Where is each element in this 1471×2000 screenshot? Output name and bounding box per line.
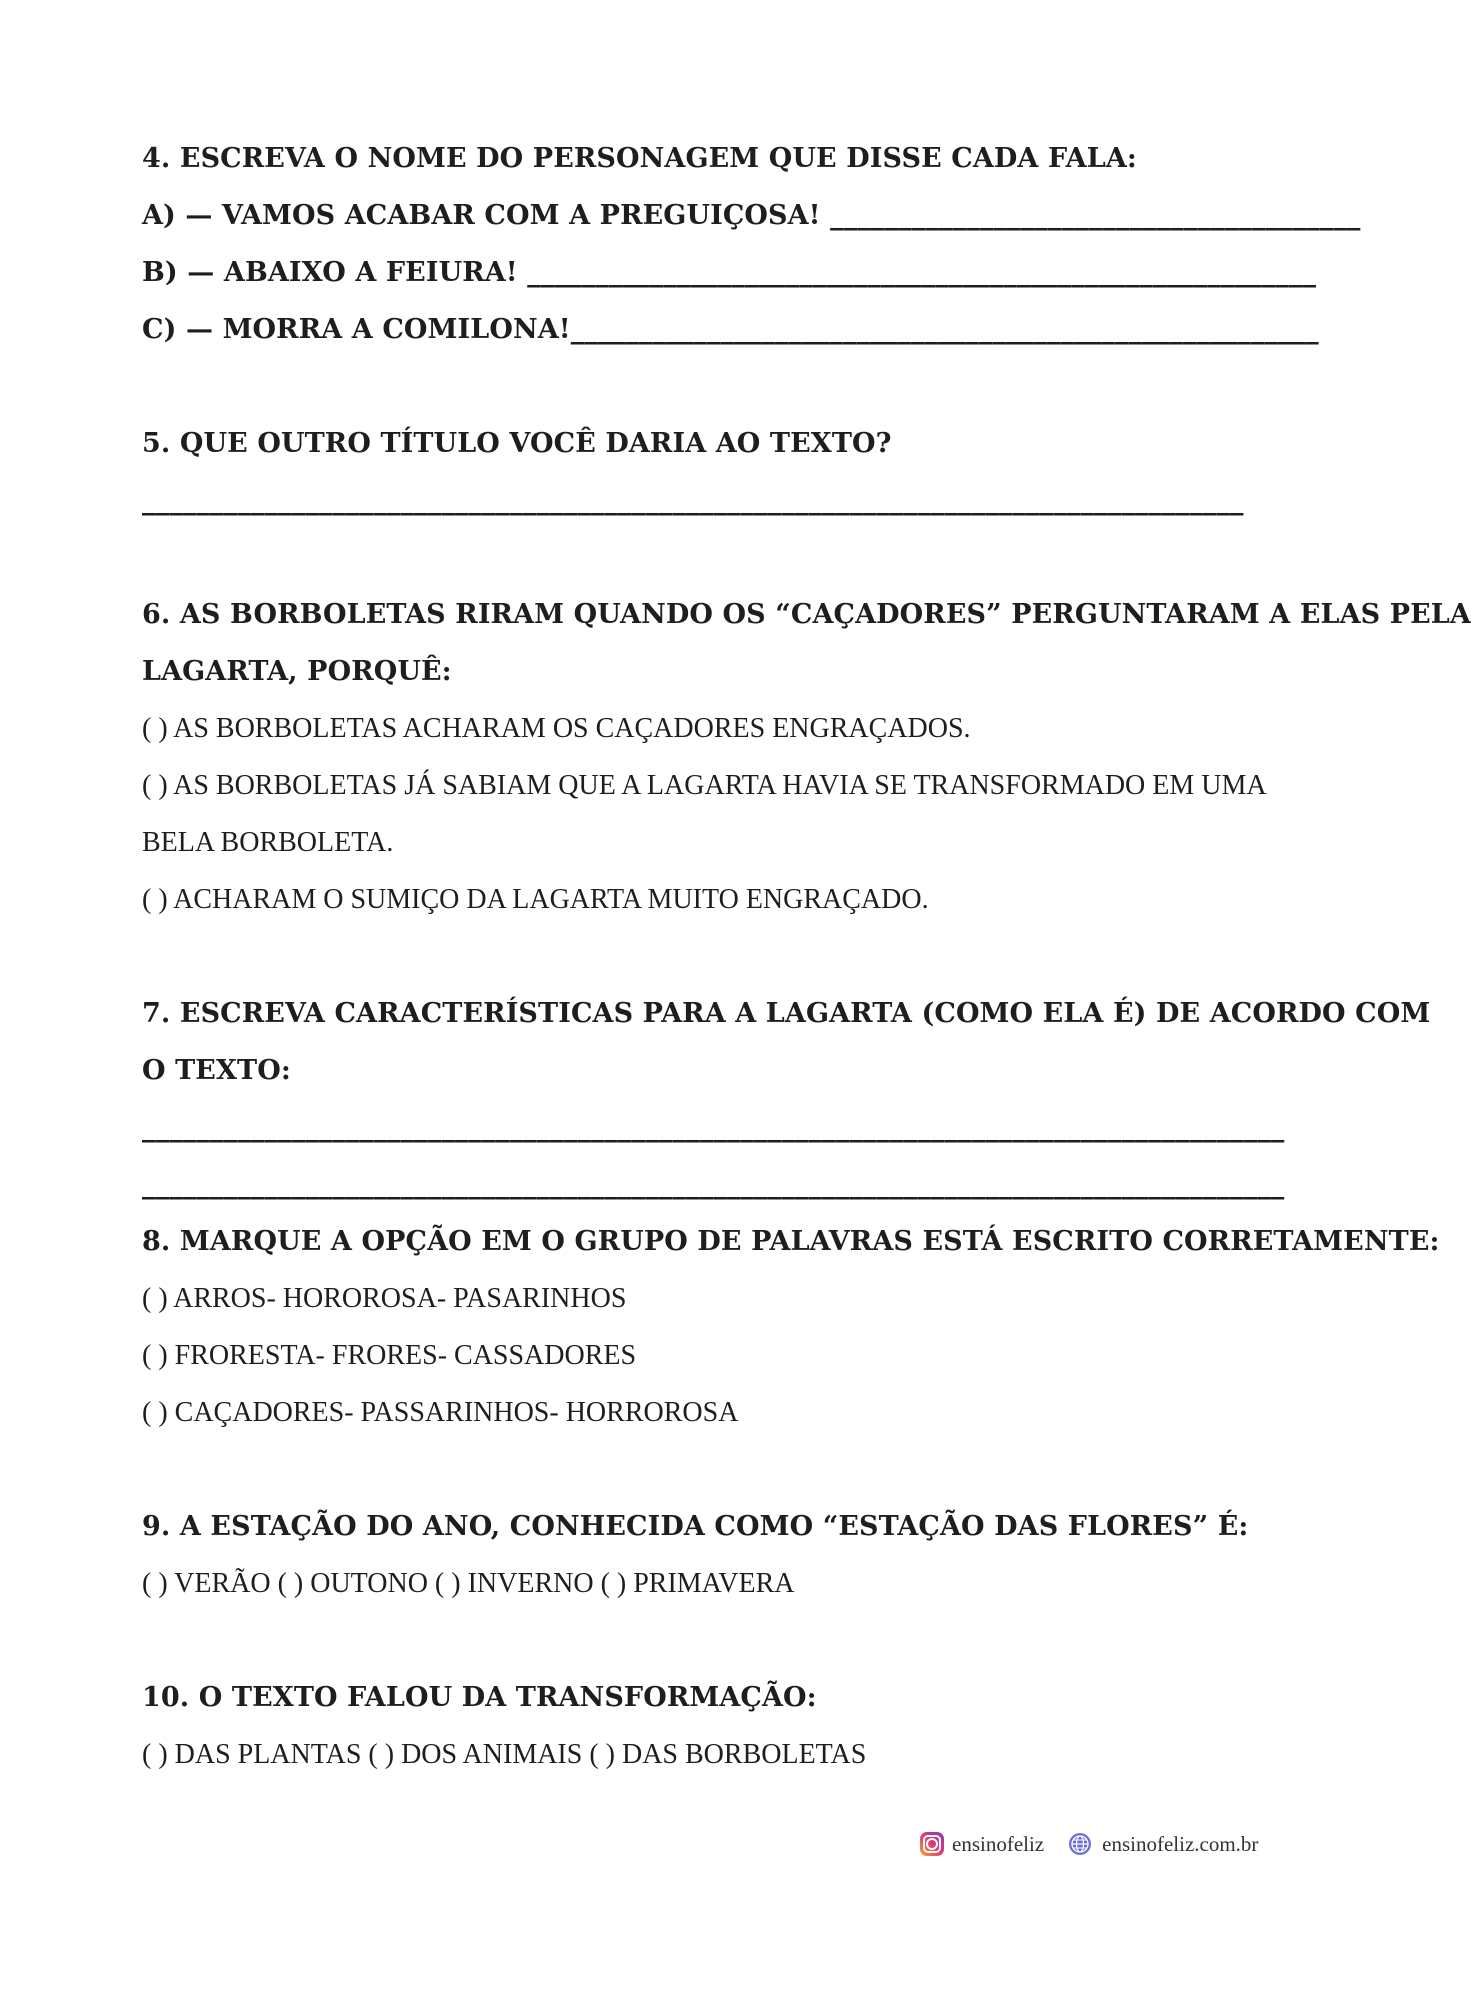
q6-option-1: ( ) AS BORBOLETAS ACHARAM OS CAÇADORES ENGRAÇADOS. <box>142 713 971 744</box>
q8-title: 8. MARQUE A OPÇÃO EM O GRUPO DE PALAVRAS ESTÁ ESCRITO CORRETAMENTE: <box>142 1226 1440 1257</box>
q8-option-3: ( ) CAÇADORES- PASSARINHOS- HORROROSA <box>142 1397 739 1428</box>
website-link[interactable]: ensinofeliz.com.br <box>1102 1831 1259 1856</box>
q5-title: 5. QUE OUTRO TÍTULO VOCÊ DARIA AO TEXTO? <box>142 428 892 459</box>
q6-option-2: ( ) AS BORBOLETAS JÁ SABIAM QUE A LAGARTA HAVIA SE TRANSFORMADO EM UMA <box>142 770 1267 801</box>
q7-title-cont: O TEXTO: <box>142 1055 291 1086</box>
q9-options: ( ) VERÃO ( ) OUTONO ( ) INVERNO ( ) PRIMAVERA <box>142 1568 795 1599</box>
q9-title: 9. A ESTAÇÃO DO ANO, CONHECIDA COMO “ESTAÇÃO DAS FLORES” É: <box>142 1511 1249 1542</box>
q7-answer-line-1: ____________________________________________________________________________________ <box>142 1112 1285 1143</box>
instagram-handle[interactable]: ensinofeliz <box>952 1831 1045 1856</box>
q7-answer-line-2: ____________________________________________________________________________________ <box>142 1169 1285 1200</box>
q6-option-3: ( ) ACHARAM O SUMIÇO DA LAGARTA MUITO ENGRAÇADO. <box>142 884 929 915</box>
q4-title: 4. ESCREVA O NOME DO PERSONAGEM QUE DISSE CADA FALA: <box>142 143 1137 174</box>
q4-item-b: B) — ABAIXO A FEIURA! __________________________________________________________ <box>142 257 1317 288</box>
q6-option-2-cont: BELA BORBOLETA. <box>142 827 394 858</box>
footer <box>920 1826 1280 1862</box>
q6-title-cont: LAGARTA, PORQUÊ: <box>142 656 452 687</box>
q8-option-1: ( ) ARROS- HOROROSA- PASARINHOS <box>142 1283 627 1314</box>
q10-title: 10. O TEXTO FALOU DA TRANSFORMAÇÃO: <box>142 1682 817 1713</box>
globe-icon <box>1068 1832 1092 1856</box>
worksheet <box>142 130 1471 1783</box>
instagram-icon <box>920 1832 944 1856</box>
q7-title: 7. ESCREVA CARACTERÍSTICAS PARA A LAGARTA (COMO ELA É) DE ACORDO COM <box>142 998 1431 1029</box>
q4-item-a: A) — VAMOS ACABAR COM A PREGUIÇOSA! _______________________________________ <box>142 200 1361 231</box>
q4-item-c: C) — MORRA A COMILONA!_______________________________________________________ <box>142 314 1319 345</box>
q6-title: 6. AS BORBOLETAS RIRAM QUANDO OS “CAÇADORES” PERGUNTARAM A ELAS PELA <box>142 599 1471 630</box>
q5-answer-line: _________________________________________________________________________________ <box>142 485 1244 516</box>
q10-options: ( ) DAS PLANTAS ( ) DOS ANIMAIS ( ) DAS BORBOLETAS <box>142 1739 867 1770</box>
q8-option-2: ( ) FRORESTA- FRORES- CASSADORES <box>142 1340 637 1371</box>
